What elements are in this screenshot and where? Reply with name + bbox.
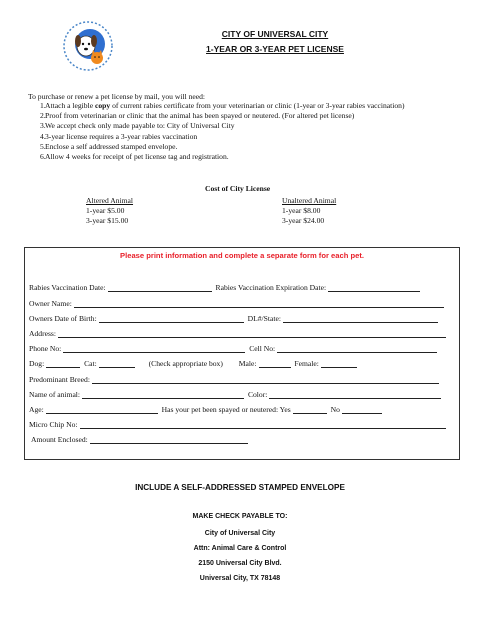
animal-name-label: Name of animal: (29, 390, 81, 399)
owner-name-row (29, 298, 446, 308)
phone-row (29, 343, 439, 353)
cat-label: Cat: (84, 359, 97, 368)
unaltered-column (282, 196, 336, 226)
owner-dob-field[interactable] (99, 313, 244, 323)
city-title: CITY OF UNIVERSAL CITY (221, 29, 329, 39)
female-checkbox[interactable] (321, 358, 357, 368)
address-label: Address: (29, 329, 56, 338)
payable-heading: MAKE CHECK PAYABLE TO: (192, 513, 288, 520)
address-row (29, 328, 448, 338)
amount-field[interactable] (90, 434, 248, 444)
altered-heading: Altered Animal (86, 196, 134, 205)
city-animal-logo (62, 20, 114, 72)
altered-column (86, 196, 133, 226)
check-box-note: (Check appropriate box) (148, 359, 223, 368)
list-item: 5. Enclose a self addressed stamped envelope. (40, 141, 178, 151)
form-notice: Please print information and complete a separate form for each pet. (120, 251, 364, 260)
list-item: 4. 3-year license requires a 3-year rabies vaccination (40, 131, 198, 141)
color-field[interactable] (269, 389, 441, 399)
list-item: 3. We accept check only made payable to: City of Universal City (40, 121, 235, 131)
pet-type-row (29, 358, 359, 368)
rabies-date-label: Rabies Vaccination Date: (29, 283, 106, 292)
age-field[interactable] (46, 404, 158, 414)
spayed-question: Has your pet been spayed or neutered: Yes (161, 405, 291, 414)
male-label: Male: (238, 359, 257, 368)
amount-row (31, 434, 250, 444)
list-item: 6. Allow 4 weeks for receipt of pet license tag and registration. (40, 152, 229, 162)
unaltered-3yr: 3-year $24.00 (282, 216, 325, 225)
altered-1yr: 1-year $5.00 (86, 206, 125, 215)
list-item: 1. Attach a legible copy of current rabies certificate from your veterinarian or clinic (1-year or 3-year rabies vaccination) (40, 101, 405, 110)
rabies-date-field[interactable] (108, 282, 212, 292)
owner-dob-label: Owners Date of Birth: (29, 314, 97, 323)
spayed-no-field[interactable] (342, 404, 382, 414)
animal-name-row (29, 389, 443, 399)
microchip-label: Micro Chip No: (29, 420, 78, 429)
color-label: Color: (247, 390, 268, 399)
unaltered-1yr: 1-year $8.00 (282, 206, 321, 215)
microchip-row (29, 419, 448, 429)
dog-checkbox[interactable] (46, 358, 80, 368)
dl-state-label: DL#/State: (247, 314, 281, 323)
unaltered-heading: Unaltered Animal (282, 196, 337, 205)
breed-label: Predominant Breed: (29, 375, 90, 384)
animal-name-field[interactable] (82, 389, 244, 399)
age-row (29, 404, 384, 414)
breed-row (29, 374, 441, 384)
phone-field[interactable] (63, 343, 245, 353)
spayed-yes-field[interactable] (293, 404, 327, 414)
address-field[interactable] (58, 328, 446, 338)
rabies-exp-field[interactable] (328, 282, 420, 292)
intro-text: To purchase or renew a pet license by mail, you will need: (28, 92, 206, 101)
breed-field[interactable] (92, 374, 439, 384)
payee-line3: 2150 Universal City Blvd. (198, 560, 282, 567)
envelope-note: INCLUDE A SELF-ADDRESSED STAMPED ENVELOPE (135, 483, 345, 492)
payee-line2: Attn: Animal Care & Control (193, 545, 287, 552)
spayed-no-label: No (330, 405, 340, 414)
dob-row (29, 313, 440, 323)
altered-3yr: 3-year $15.00 (86, 216, 129, 225)
rabies-exp-label: Rabies Vaccination Expiration Date: (215, 283, 327, 292)
amount-label: Amount Enclosed: (31, 435, 88, 444)
female-label: Female: (294, 359, 319, 368)
owner-name-label: Owner Name: (29, 299, 72, 308)
phone-label: Phone No: (29, 344, 62, 353)
microchip-field[interactable] (80, 419, 446, 429)
age-label: Age: (29, 405, 44, 414)
cell-label: Cell No: (249, 344, 276, 353)
list-item: 2. Proof from veterinarian or clinic that the animal has been spayed or neutered. (For altered pet license) (40, 111, 355, 121)
owner-name-field[interactable] (74, 298, 444, 308)
payee-line4: Universal City, TX 78148 (199, 575, 281, 582)
requirements-list (28, 101, 468, 162)
payee-line1: City of Universal City (204, 530, 276, 537)
male-checkbox[interactable] (259, 358, 291, 368)
rabies-row (29, 282, 422, 292)
cat-checkbox[interactable] (99, 358, 135, 368)
cost-title: Cost of City License (205, 184, 271, 193)
cell-field[interactable] (277, 343, 437, 353)
dog-label: Dog: (29, 359, 45, 368)
license-title: 1-YEAR OR 3-YEAR PET LICENSE (206, 44, 344, 54)
dl-state-field[interactable] (283, 313, 438, 323)
